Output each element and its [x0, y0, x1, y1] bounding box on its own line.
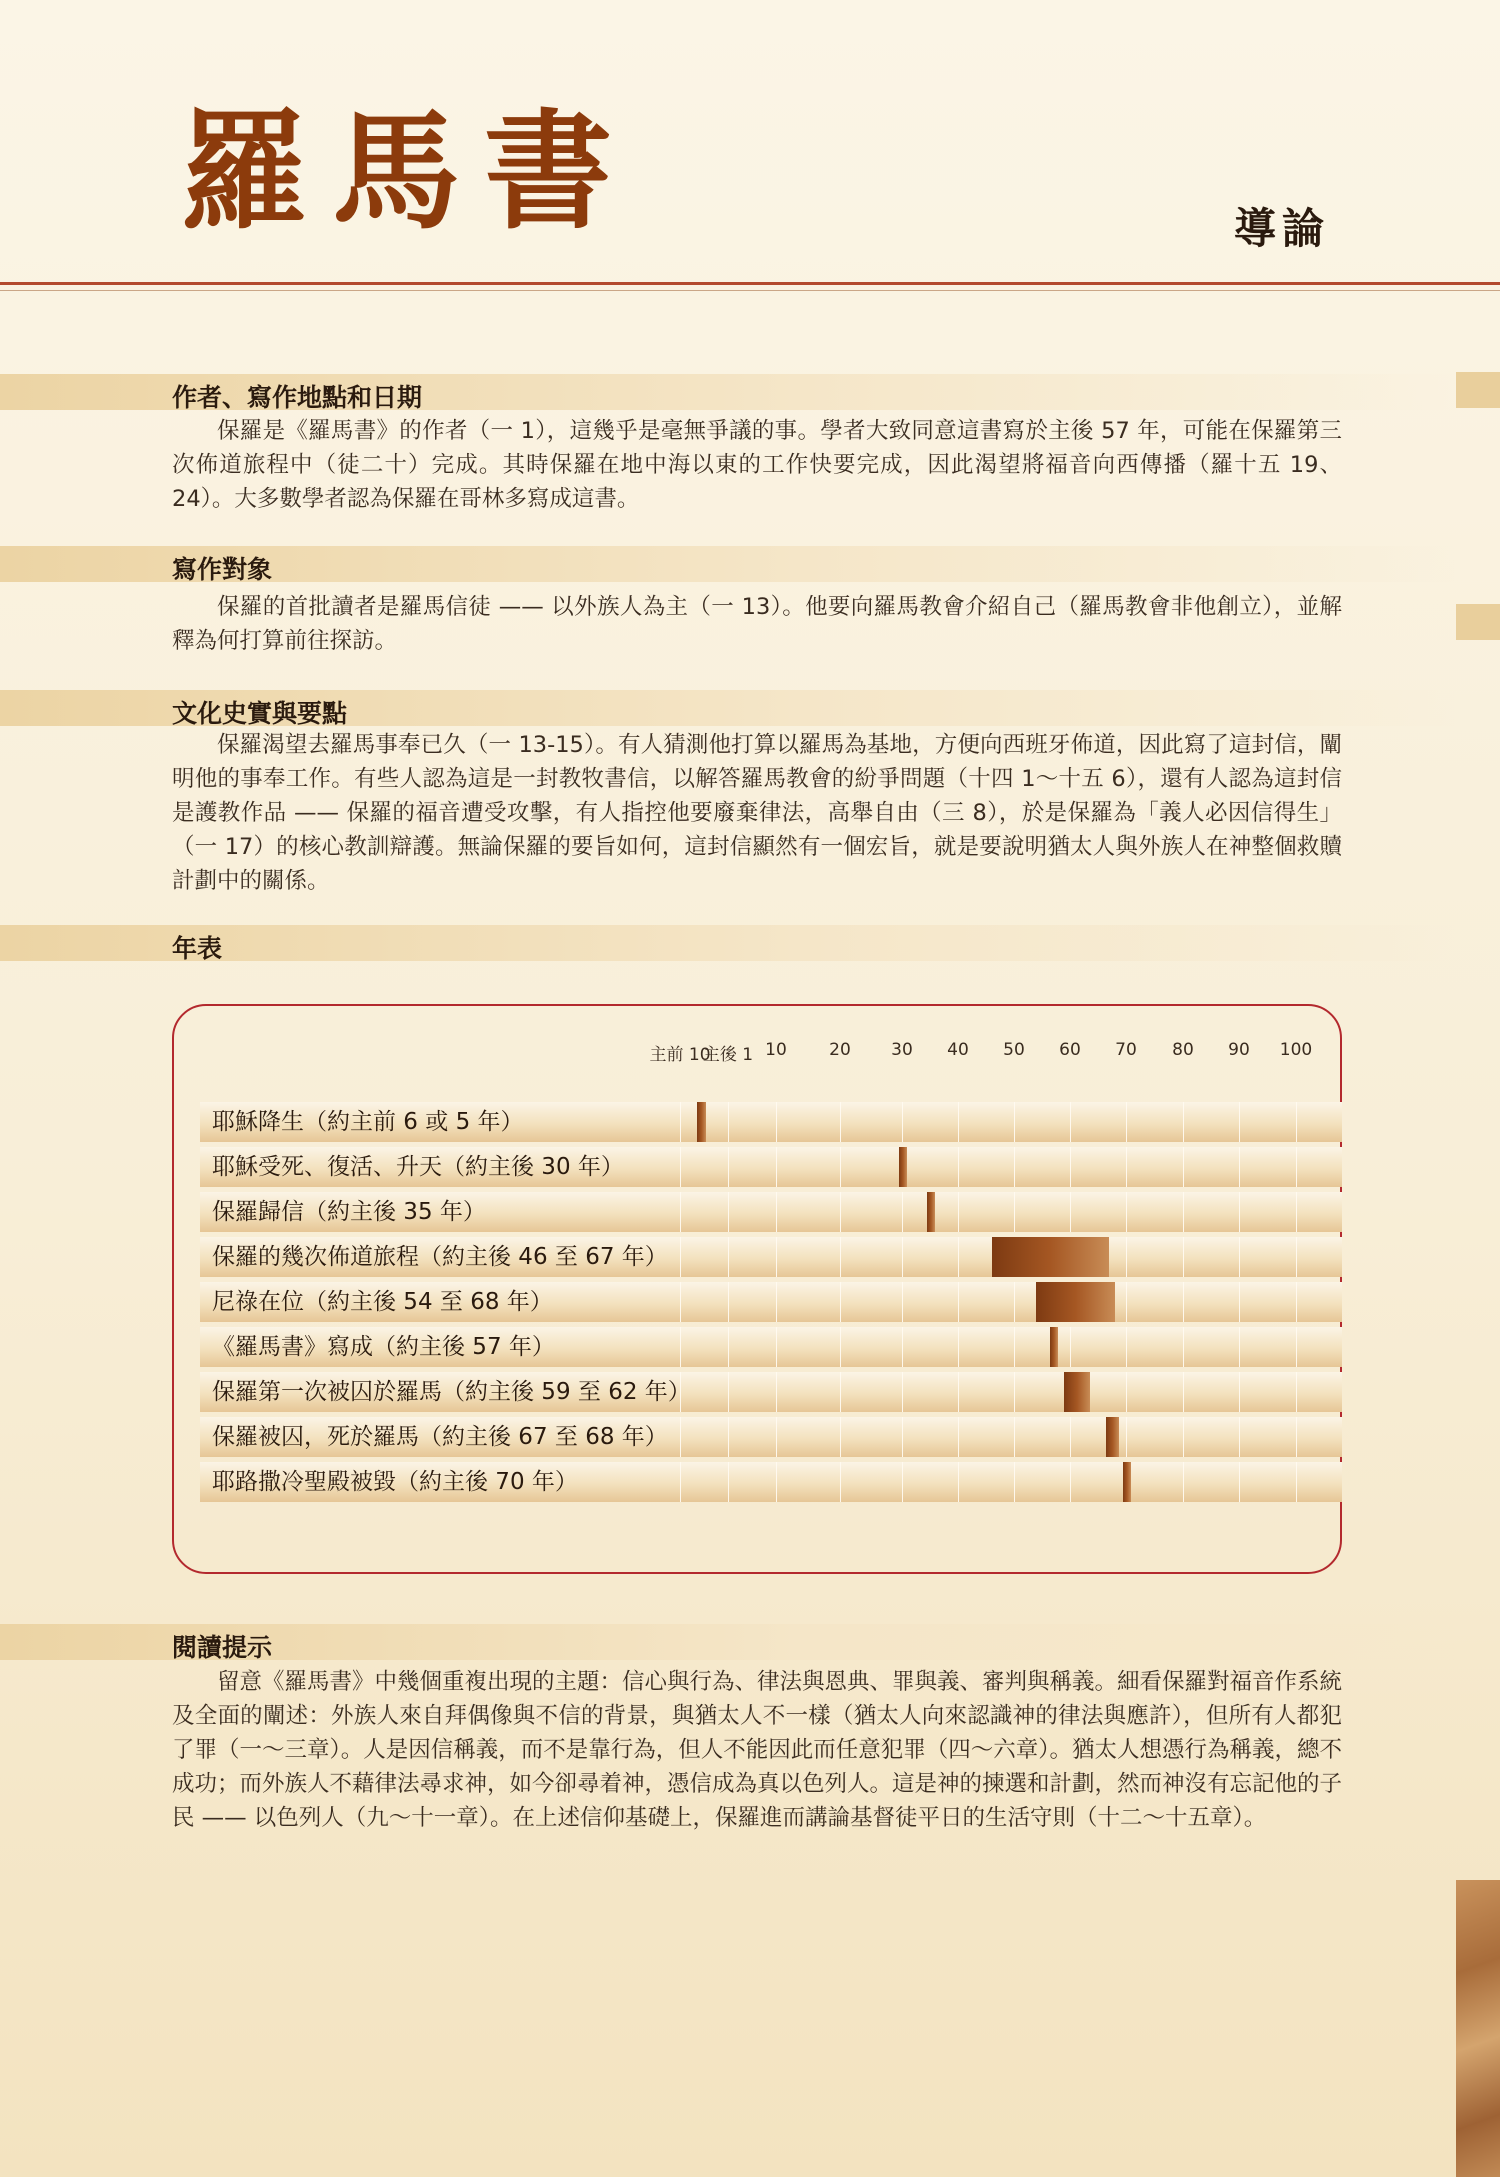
section-paragraph-background: 保羅渴望去羅馬事奉已久（一 13-15）。有人猜測他打算以羅馬為基地，方便向西班牙佈道，因此寫了這封信，闡明他的事奉工作。有些人認為這是一封教牧書信，以解答羅馬教會的紛爭問題（十四 1～十五 6），還有人認為這封信是護教作品 —— 保羅的福音遭受攻擊，有人指控他要廢棄律法，高舉自由（三 8），於是保羅為「義人必因信得生」（一 17）的核心教訓辯護。無論保羅的要旨如何，這封信顯然有一個宏旨，就是要說明猶太人與外族人在神整個救贖計劃中的關係。	[172, 732, 1342, 894]
timeline-gridline	[776, 1282, 777, 1322]
timeline-gridline	[1014, 1282, 1015, 1322]
timeline-tick-label: 40	[947, 1040, 969, 1060]
timeline-gridline	[958, 1237, 959, 1277]
timeline-gridline	[776, 1417, 777, 1457]
timeline-event-label: 保羅的幾次佈道旅程（約主後 46 至 67 年）	[212, 1244, 668, 1270]
timeline-gridline	[1126, 1372, 1127, 1412]
timeline-gridline	[840, 1102, 841, 1142]
side-tab-marker	[1456, 372, 1500, 408]
timeline-gridline	[1014, 1372, 1015, 1412]
timeline-event-label: 保羅歸信（約主後 35 年）	[212, 1199, 486, 1225]
timeline-gridline	[776, 1102, 777, 1142]
timeline-event-bar	[1123, 1462, 1131, 1502]
timeline-gridline	[958, 1102, 959, 1142]
section-heading-reading-tips	[0, 1624, 1456, 1660]
timeline-gridline	[1014, 1417, 1015, 1457]
header-rule	[0, 282, 1500, 285]
timeline-gridline	[1014, 1192, 1015, 1232]
timeline-gridline	[902, 1417, 903, 1457]
timeline-gridline	[728, 1282, 729, 1322]
timeline-gridline	[680, 1147, 681, 1187]
timeline-gridline	[1070, 1462, 1071, 1502]
timeline-gridline	[1126, 1327, 1127, 1367]
timeline-gridline	[1296, 1327, 1297, 1367]
timeline-gridline	[1296, 1147, 1297, 1187]
timeline-gridline	[1126, 1192, 1127, 1232]
page-subtitle: 導論	[1234, 204, 1331, 253]
timeline-tick-label: 100	[1279, 1040, 1313, 1060]
timeline-gridline	[1014, 1327, 1015, 1367]
timeline-gridline	[1296, 1282, 1297, 1322]
timeline-gridline	[1239, 1372, 1240, 1412]
timeline-gridline	[1126, 1417, 1127, 1457]
timeline-gridline	[958, 1417, 959, 1457]
timeline-gridline	[1239, 1147, 1240, 1187]
timeline-event-bar	[697, 1102, 706, 1142]
timeline-gridline	[1183, 1372, 1184, 1412]
timeline-gridline	[1126, 1237, 1127, 1277]
section-paragraph-reading-tips: 留意《羅馬書》中幾個重複出現的主題：信心與行為、律法與恩典、罪與義、審判與稱義。細看保羅對福音作系統及全面的闡述：外族人來自拜偶像與不信的背景，與猶太人不一樣（猶太人向來認識神的律法與應許），但所有人都犯了罪（一～三章）。人是因信稱義，而不是靠行為，但人不能因此而任意犯罪（四～六章）。猶太人想憑行為稱義，總不成功；而外族人不藉律法尋求神，如今卻尋着神，憑信成為真以色列人。這是神的揀選和計劃，然而神沒有忘記他的子民 —— 以色列人（九～十一章）。在上述信仰基礎上，保羅進而講論基督徒平日的生活守則（十二～十五章）。	[172, 1669, 1343, 1831]
timeline-gridline	[840, 1147, 841, 1187]
section-heading-text: 作者、寫作地點和日期	[172, 383, 423, 412]
timeline-gridline	[1126, 1282, 1127, 1322]
timeline-gridline	[1183, 1282, 1184, 1322]
timeline-gridline	[1183, 1147, 1184, 1187]
timeline-gridline	[958, 1282, 959, 1322]
timeline-event-bar	[1050, 1327, 1058, 1367]
timeline-gridline	[680, 1282, 681, 1322]
section-paragraph-audience: 保羅的首批讀者是羅馬信徒 —— 以外族人為主（一 13）。他要向羅馬教會介紹自己（羅馬教會非他創立），並解釋為何打算前往探訪。	[172, 594, 1342, 654]
timeline-gridline	[1070, 1417, 1071, 1457]
timeline-gridline	[1239, 1237, 1240, 1277]
timeline-gridline	[902, 1282, 903, 1322]
timeline-gridline	[776, 1462, 777, 1502]
timeline-gridline	[958, 1462, 959, 1502]
timeline-tick-label: 90	[1228, 1040, 1250, 1060]
timeline-gridline	[1239, 1462, 1240, 1502]
timeline-gridline	[1239, 1102, 1240, 1142]
timeline-gridline	[1183, 1102, 1184, 1142]
timeline-gridline	[840, 1282, 841, 1322]
timeline-gridline	[1239, 1417, 1240, 1457]
timeline-gridline	[1296, 1372, 1297, 1412]
timeline-gridline	[902, 1462, 903, 1502]
timeline-event-bar	[899, 1147, 907, 1187]
timeline-gridline	[1296, 1417, 1297, 1457]
timeline-gridline	[1183, 1237, 1184, 1277]
timeline-event-bar	[1064, 1372, 1089, 1412]
section-paragraph-author: 保羅是《羅馬書》的作者（一 1），這幾乎是毫無爭議的事。學者大致同意這書寫於主後 57 年，可能在保羅第三次佈道旅程中（徒二十）完成。其時保羅在地中海以東的工作快要完成，因此渴望將福音向西傳播（羅十五 19、24）。大多數學者認為保羅在哥林多寫成這書。	[172, 418, 1342, 512]
timeline-gridline	[840, 1372, 841, 1412]
timeline-event-label: 尼祿在位（約主後 54 至 68 年）	[212, 1289, 553, 1315]
timeline-gridline	[776, 1147, 777, 1187]
timeline-tick-label: 10	[765, 1040, 787, 1060]
timeline-gridline	[728, 1102, 729, 1142]
timeline-gridline	[1296, 1192, 1297, 1232]
timeline-event-label: 耶穌受死、復活、升天（約主後 30 年）	[212, 1154, 624, 1180]
timeline-event-label: 保羅被囚，死於羅馬（約主後 67 至 68 年）	[212, 1424, 668, 1450]
timeline-gridline	[1070, 1327, 1071, 1367]
timeline-event-label: 《羅馬書》寫成（約主後 57 年）	[212, 1334, 555, 1360]
section-heading-background	[0, 690, 1456, 726]
timeline-tick-label: 主後 1	[702, 1045, 754, 1065]
header-rule-thin	[0, 290, 1500, 291]
timeline-gridline	[1239, 1282, 1240, 1322]
timeline-gridline	[902, 1327, 903, 1367]
timeline-gridline	[1126, 1102, 1127, 1142]
timeline-event-label: 耶穌降生（約主前 6 或 5 年）	[212, 1109, 524, 1135]
timeline-gridline	[1296, 1102, 1297, 1142]
side-tab-marker	[1456, 604, 1500, 640]
timeline-gridline	[728, 1327, 729, 1367]
timeline-gridline	[1239, 1327, 1240, 1367]
timeline-tick-label: 50	[1003, 1040, 1025, 1060]
timeline-event-bar	[1106, 1417, 1119, 1457]
timeline-gridline	[1070, 1102, 1071, 1142]
timeline-gridline	[728, 1417, 729, 1457]
timeline-gridline	[680, 1237, 681, 1277]
timeline-gridline	[1126, 1147, 1127, 1187]
timeline-gridline	[1296, 1237, 1297, 1277]
timeline-gridline	[902, 1102, 903, 1142]
section-heading-timeline	[0, 925, 1456, 961]
timeline-gridline	[840, 1417, 841, 1457]
timeline-gridline	[1014, 1102, 1015, 1142]
timeline-tick-label: 80	[1172, 1040, 1194, 1060]
timeline-gridline	[1014, 1462, 1015, 1502]
timeline-gridline	[1183, 1192, 1184, 1232]
section-heading-text: 年表	[172, 934, 223, 963]
timeline-gridline	[958, 1192, 959, 1232]
section-heading-text: 寫作對象	[172, 555, 273, 584]
timeline-event-bar	[1036, 1282, 1114, 1322]
timeline-event-label: 保羅第一次被囚於羅馬（約主後 59 至 62 年）	[212, 1379, 691, 1405]
timeline-gridline	[840, 1192, 841, 1232]
timeline-gridline	[776, 1372, 777, 1412]
section-heading-author	[0, 374, 1456, 410]
section-heading-text: 閱讀提示	[172, 1633, 273, 1662]
timeline-event-bar	[927, 1192, 935, 1232]
timeline-gridline	[1070, 1192, 1071, 1232]
book-title: 羅馬書	[180, 97, 637, 247]
timeline-gridline	[1296, 1462, 1297, 1502]
timeline-gridline	[680, 1192, 681, 1232]
timeline-gridline	[728, 1462, 729, 1502]
timeline-tick-label: 70	[1115, 1040, 1137, 1060]
timeline-gridline	[1183, 1462, 1184, 1502]
timeline-gridline	[958, 1372, 959, 1412]
timeline-tick-label: 60	[1059, 1040, 1081, 1060]
timeline-gridline	[840, 1327, 841, 1367]
timeline-gridline	[728, 1372, 729, 1412]
timeline-gridline	[1070, 1147, 1071, 1187]
timeline-gridline	[958, 1327, 959, 1367]
timeline-gridline	[958, 1147, 959, 1187]
timeline-gridline	[680, 1102, 681, 1142]
timeline-gridline	[1183, 1327, 1184, 1367]
timeline-tick-label: 20	[829, 1040, 851, 1060]
timeline-gridline	[902, 1372, 903, 1412]
timeline-event-label: 耶路撒冷聖殿被毀（約主後 70 年）	[212, 1469, 578, 1495]
section-heading-audience	[0, 546, 1456, 582]
stone-texture-decoration	[1456, 1880, 1500, 2177]
section-heading-text: 文化史實與要點	[172, 699, 348, 728]
timeline-gridline	[776, 1192, 777, 1232]
timeline-gridline	[680, 1462, 681, 1502]
timeline-gridline	[902, 1192, 903, 1232]
timeline-gridline	[902, 1237, 903, 1277]
timeline-gridline	[728, 1147, 729, 1187]
timeline-gridline	[680, 1417, 681, 1457]
timeline-tick-label: 主前 10	[649, 1045, 711, 1065]
timeline-tick-label: 30	[891, 1040, 913, 1060]
timeline-gridline	[840, 1462, 841, 1502]
timeline-gridline	[776, 1237, 777, 1277]
timeline-gridline	[728, 1192, 729, 1232]
timeline-gridline	[680, 1327, 681, 1367]
timeline-gridline	[1239, 1192, 1240, 1232]
timeline-gridline	[1014, 1147, 1015, 1187]
timeline-gridline	[840, 1237, 841, 1277]
timeline-gridline	[776, 1327, 777, 1367]
timeline-event-bar	[992, 1237, 1110, 1277]
timeline-gridline	[1183, 1417, 1184, 1457]
timeline-gridline	[728, 1237, 729, 1277]
